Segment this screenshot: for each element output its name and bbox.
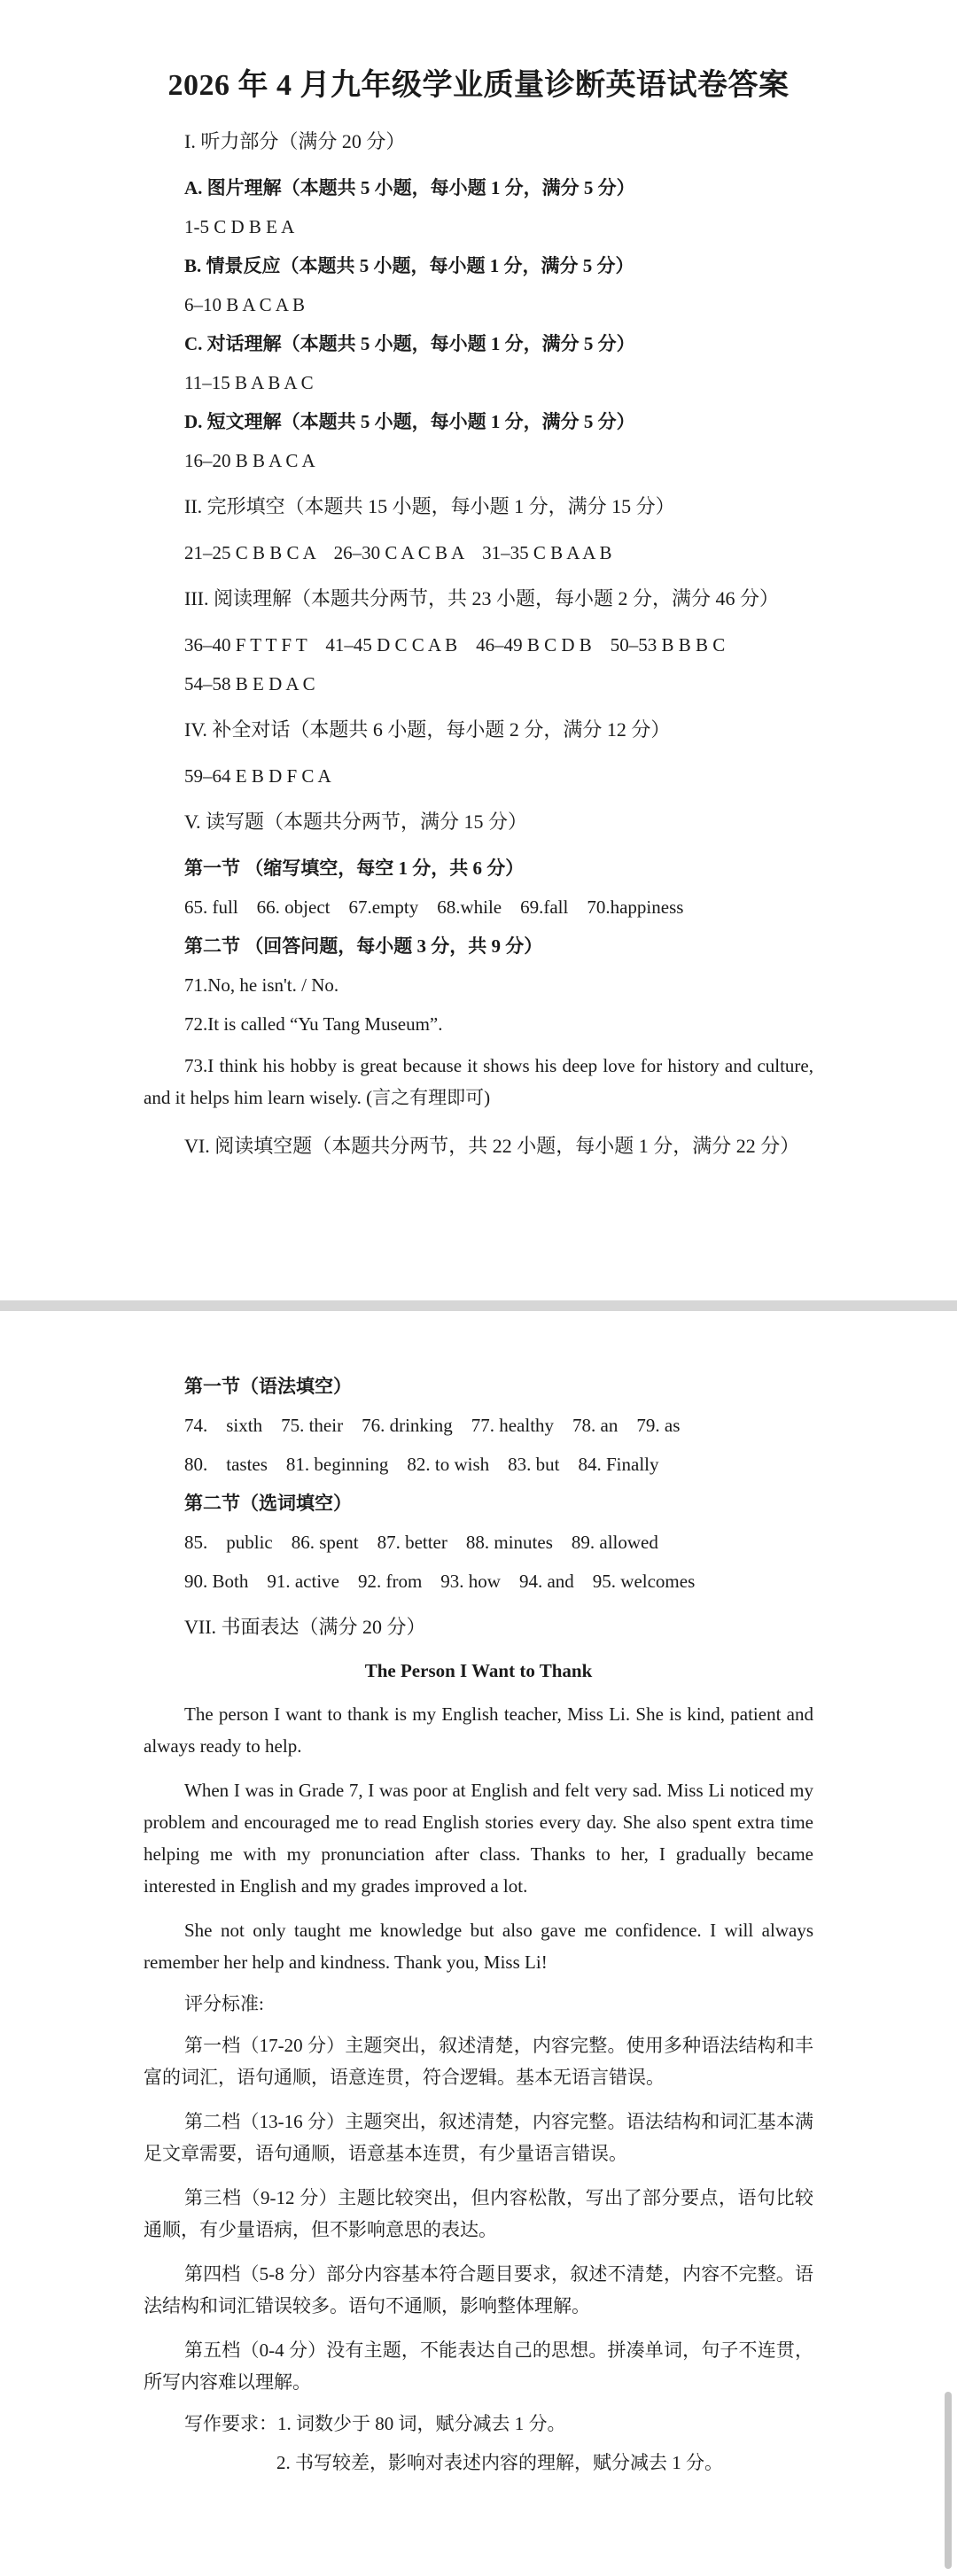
section-6-part-1-answers-1: 74. sixth 75. their 76. drinking 77. healthy 78. an 79. as: [184, 1415, 681, 1436]
section-5-part-1-answers: 65. full 66. object 67.empty 68.while 69.fall 70.happiness: [184, 896, 684, 918]
part-a-answers: 1-5 C D B E A: [184, 216, 295, 237]
essay-paragraph-1: The person I want to thank is my English teacher, Miss Li. She is kind, patient and always ready to help.: [144, 1703, 813, 1757]
section-7-heading: VII. 书面表达（满分 20 分）: [184, 1616, 426, 1638]
section-5-heading: V. 读写题（本题共分两节，满分 15 分）: [184, 811, 528, 833]
criteria-grade-1: 第一档（17-20 分）主题突出，叙述清楚，内容完整。使用多种语法结构和丰富的词汇，语句通顺，语意连贯，符合逻辑。基本无语言错误。: [144, 2035, 813, 2088]
writing-requirement-2: 2. 书写较差，影响对表述内容的理解，赋分减去 1 分。: [276, 2452, 723, 2473]
essay-title: The Person I Want to Thank: [364, 1660, 593, 1681]
part-b-heading: B. 情景反应（本题共 5 小题，每小题 1 分，满分 5 分）: [184, 255, 634, 276]
page-2: [0, 1311, 957, 2576]
criteria-grade-4: 第四档（5-8 分）部分内容基本符合题目要求，叙述不清楚，内容不完整。语法结构和词汇错误较多。语句不通顺，影响整体理解。: [144, 2263, 813, 2316]
section-6-part-2-heading: 第二节（选词填空）: [184, 1493, 352, 1514]
part-d-answers: 16–20 B B A C A: [184, 450, 315, 471]
answer-71: 71.No, he isn't. / No.: [184, 974, 339, 996]
criteria-grade-5: 第五档（0-4 分）没有主题，不能表达自己的思想。拼凑单词，句子不连贯，所写内容难以理解。: [144, 2339, 813, 2393]
answer-73: 73.I think his hobby is great because it shows his deep love for history and culture, and it helps him learn wisely. (言之有理即可): [144, 1055, 813, 1108]
part-b-answers: 6–10 B A C A B: [184, 294, 305, 315]
section-5-part-1-heading: 第一节 （缩写填空，每空 1 分，共 6 分）: [184, 857, 525, 879]
page-title: 2026 年 4 月九年级学业质量诊断英语试卷答案: [167, 69, 790, 102]
essay-paragraph-3: She not only taught me knowledge but also gave me confidence. I will always remember her help and kindness. Thank you, Miss Li!: [144, 1920, 813, 1973]
page-1-content: [144, 53, 813, 1179]
section-6-part-2-answers-2: 90. Both 91. active 92. from 93. how 94. and 95. welcomes: [184, 1571, 696, 1592]
part-c-heading: C. 对话理解（本题共 5 小题，每小题 1 分，满分 5 分）: [184, 333, 635, 354]
part-d-heading: D. 短文理解（本题共 5 小题，每小题 1 分，满分 5 分）: [184, 411, 635, 432]
writing-requirement-1: 写作要求：1. 词数少于 80 词，赋分减去 1 分。: [184, 2413, 566, 2434]
section-1-heading: I. 听力部分（满分 20 分）: [184, 130, 406, 152]
part-c-answers: 11–15 B A B A C: [184, 372, 314, 393]
section-6-part-2-answers-1: 85. public 86. spent 87. better 88. minutes 89. allowed: [184, 1532, 658, 1553]
answer-72: 72.It is called “Yu Tang Museum”.: [184, 1013, 443, 1035]
part-a-heading: A. 图片理解（本题共 5 小题，每小题 1 分，满分 5 分）: [184, 177, 635, 198]
section-5-part-2-heading: 第二节 （回答问题，每小题 3 分，共 9 分）: [184, 935, 543, 957]
section-6-part-1-answers-2: 80. tastes 81. beginning 82. to wish 83. but 84. Finally: [184, 1454, 659, 1475]
criteria-grade-3: 第三档（9-12 分）主题比较突出，但内容松散，写出了部分要点，语句比较通顺，有少量语病，但不影响意思的表达。: [144, 2187, 813, 2240]
section-4-heading: IV. 补全对话（本题共 6 小题，每小题 2 分，满分 12 分）: [184, 718, 671, 741]
section-3-answers-2: 54–58 B E D A C: [184, 673, 315, 694]
section-4-answers: 59–64 E B D F C A: [184, 765, 331, 787]
section-2-heading: II. 完形填空（本题共 15 小题，每小题 1 分，满分 15 分）: [184, 495, 675, 517]
page-separator: [0, 1300, 957, 1311]
section-3-heading: III. 阅读理解（本题共分两节，共 23 小题，每小题 2 分，满分 46 分）: [184, 587, 779, 609]
criteria-heading: 评分标准:: [184, 1993, 264, 2014]
section-2-answers: 21–25 C B B C A 26–30 C A C B A 31–35 C B A A B: [184, 542, 612, 563]
essay-paragraph-2: When I was in Grade 7, I was poor at English and felt very sad. Miss Li noticed my problem and encouraged me to read English stories every day. She also spent extra time helping me with my pronunciation after class. Thanks to her, I gradually became interested in English and my grades improved a lot.: [144, 1780, 813, 1897]
criteria-grade-2: 第二档（13-16 分）主题突出，叙述清楚，内容完整。语法结构和词汇基本满足文章需要，语句通顺，语意基本连贯，有少量语言错误。: [144, 2111, 813, 2164]
section-3-answers-1: 36–40 F T T F T 41–45 D C C A B 46–49 B C D B 50–53 B B B C: [184, 634, 726, 656]
page-2-content: [144, 1373, 813, 2488]
section-6-part-1-heading: 第一节（语法填空）: [184, 1376, 352, 1397]
scrollbar-thumb[interactable]: [945, 2392, 952, 2569]
section-6-heading: VI. 阅读填空题（本题共分两节，共 22 小题，每小题 1 分，满分 22 分）: [184, 1135, 800, 1157]
